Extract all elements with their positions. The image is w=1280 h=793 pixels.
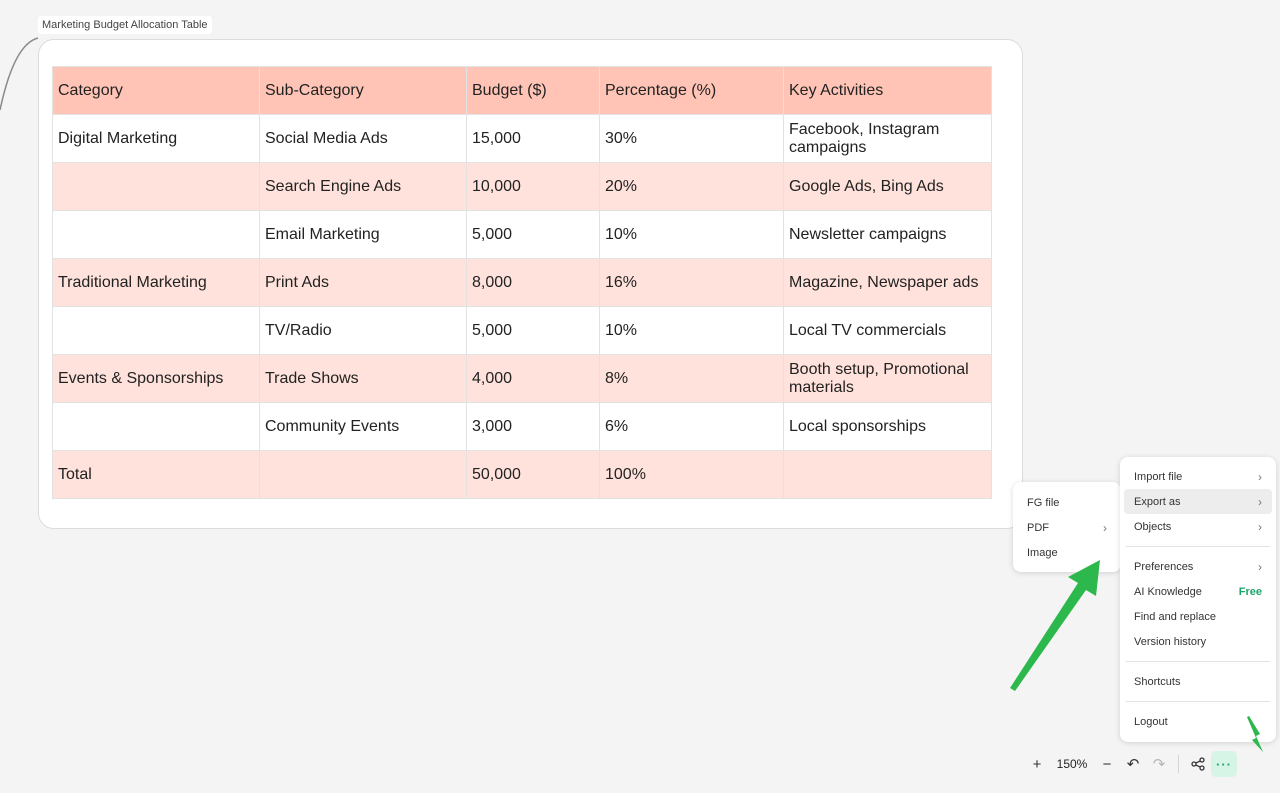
table-cell[interactable] — [53, 403, 260, 451]
menu-item-label: Export as — [1134, 495, 1181, 508]
table-cell[interactable]: 8% — [600, 355, 784, 403]
menu-item-shortcuts[interactable] — [1124, 669, 1272, 694]
menu-item-import-file[interactable] — [1124, 464, 1272, 489]
menu-item-objects[interactable] — [1124, 514, 1272, 539]
table-cell[interactable]: 8,000 — [467, 259, 600, 307]
toolbar-divider — [1178, 755, 1179, 773]
table-cell[interactable]: 6% — [600, 403, 784, 451]
table-cell[interactable]: Traditional Marketing — [53, 259, 260, 307]
table-cell[interactable]: Email Marketing — [260, 211, 467, 259]
minus-icon: − — [1102, 755, 1112, 773]
table-row — [53, 259, 992, 307]
menu-item-label: AI Knowledge — [1134, 585, 1202, 598]
header-cell-percentage[interactable]: Percentage (%) — [600, 67, 784, 115]
menu-item-ai-knowledge[interactable] — [1124, 579, 1272, 604]
chevron-right-icon: › — [1258, 494, 1262, 509]
menu-item-find-replace[interactable] — [1124, 604, 1272, 629]
table-cell[interactable]: Trade Shows — [260, 355, 467, 403]
table-row — [53, 403, 992, 451]
menu-item-label: Preferences — [1134, 560, 1194, 573]
table-cell[interactable]: Magazine, Newspaper ads — [784, 259, 992, 307]
table-row — [53, 211, 992, 259]
table-cell[interactable]: 10,000 — [467, 163, 600, 211]
table-cell[interactable]: 3,000 — [467, 403, 600, 451]
table-cell[interactable] — [784, 451, 992, 499]
menu-item-label: Version history — [1134, 635, 1207, 648]
chevron-right-icon: › — [1258, 559, 1262, 574]
menu-item-label: Import file — [1134, 470, 1183, 483]
table-cell[interactable]: 5,000 — [467, 211, 600, 259]
table-cell[interactable]: 10% — [600, 307, 784, 355]
free-badge: Free — [1238, 585, 1262, 598]
menu-divider — [1126, 661, 1270, 662]
table-cell[interactable]: Search Engine Ads — [260, 163, 467, 211]
header-cell-sub-category[interactable]: Sub-Category — [260, 67, 467, 115]
table-row — [53, 115, 992, 163]
table-cell[interactable]: Local TV commercials — [784, 307, 992, 355]
table-row — [53, 163, 992, 211]
chevron-right-icon: › — [1258, 519, 1262, 534]
undo-button[interactable] — [1120, 751, 1146, 777]
export-fg-file-item[interactable] — [1013, 490, 1121, 515]
chevron-right-icon: › — [1103, 520, 1107, 535]
chevron-right-icon: › — [1258, 469, 1262, 484]
table-cell[interactable]: 15,000 — [467, 115, 600, 163]
export-image-label: Image — [1027, 546, 1058, 559]
table-cell[interactable]: Total — [53, 451, 260, 499]
table-row — [53, 307, 992, 355]
menu-item-export-as[interactable] — [1124, 489, 1272, 514]
menu-item-label: Find and replace — [1134, 610, 1216, 623]
menu-divider — [1126, 701, 1270, 702]
table-cell[interactable]: Google Ads, Bing Ads — [784, 163, 992, 211]
annotation-arrow-export — [1010, 560, 1100, 691]
table-cell[interactable] — [260, 451, 467, 499]
table-cell[interactable]: 30% — [600, 115, 784, 163]
frame-title-label[interactable]: Marketing Budget Allocation Table — [38, 16, 212, 34]
export-image-item[interactable] — [1013, 540, 1121, 565]
table-frame[interactable] — [38, 39, 1023, 529]
bottom-toolbar — [1024, 749, 1264, 779]
table-cell[interactable]: 50,000 — [467, 451, 600, 499]
header-cell-budget[interactable]: Budget ($) — [467, 67, 600, 115]
ellipsis-icon: ··· — [1216, 756, 1232, 772]
table-cell[interactable]: TV/Radio — [260, 307, 467, 355]
budget-table[interactable] — [52, 66, 992, 499]
more-options-button[interactable] — [1211, 751, 1237, 777]
export-fg-file-label: FG file — [1027, 496, 1060, 509]
menu-divider — [1126, 546, 1270, 547]
table-cell[interactable]: 20% — [600, 163, 784, 211]
table-cell[interactable] — [53, 163, 260, 211]
table-cell[interactable]: Facebook, Instagram campaigns — [784, 115, 992, 163]
table-row-total — [53, 451, 992, 499]
table-row — [53, 355, 992, 403]
table-cell[interactable]: Booth setup, Promotional materials — [784, 355, 992, 403]
menu-item-logout[interactable] — [1124, 709, 1272, 734]
table-cell[interactable]: Events & Sponsorships — [53, 355, 260, 403]
menu-item-label: Objects — [1134, 520, 1172, 533]
menu-item-version-history[interactable] — [1124, 629, 1272, 654]
table-cell[interactable]: 4,000 — [467, 355, 600, 403]
table-cell[interactable] — [53, 307, 260, 355]
menu-item-label: Shortcuts — [1134, 675, 1181, 688]
share-button[interactable] — [1185, 751, 1211, 777]
more-options-menu — [1120, 457, 1276, 742]
header-cell-category[interactable]: Category — [53, 67, 260, 115]
table-header-row — [53, 67, 992, 115]
table-cell[interactable]: Print Ads — [260, 259, 467, 307]
header-cell-key-activities[interactable]: Key Activities — [784, 67, 992, 115]
undo-icon: ↶ — [1126, 756, 1140, 773]
table-cell[interactable]: Local sponsorships — [784, 403, 992, 451]
menu-item-preferences[interactable] — [1124, 554, 1272, 579]
export-as-submenu — [1013, 482, 1121, 572]
table-cell[interactable]: Social Media Ads — [260, 115, 467, 163]
zoom-out-button[interactable] — [1094, 751, 1120, 777]
table-cell[interactable]: 100% — [600, 451, 784, 499]
export-pdf-item[interactable] — [1013, 515, 1121, 540]
zoom-in-button[interactable] — [1024, 751, 1050, 777]
menu-item-label: Logout — [1134, 715, 1168, 728]
table-cell[interactable]: Newsletter campaigns — [784, 211, 992, 259]
table-cell[interactable]: 10% — [600, 211, 784, 259]
table-cell[interactable]: 16% — [600, 259, 784, 307]
share-icon — [1191, 757, 1205, 771]
more-button-wrap — [1211, 751, 1237, 777]
table-cell[interactable]: Digital Marketing — [53, 115, 260, 163]
table-cell[interactable]: Community Events — [260, 403, 467, 451]
redo-icon: ↷ — [1152, 756, 1166, 773]
plus-icon: + — [1032, 755, 1042, 773]
table-cell[interactable]: 5,000 — [467, 307, 600, 355]
table-cell[interactable] — [53, 211, 260, 259]
zoom-level[interactable]: 150% — [1056, 757, 1088, 771]
redo-button[interactable] — [1146, 751, 1172, 777]
export-pdf-label: PDF — [1027, 521, 1049, 534]
